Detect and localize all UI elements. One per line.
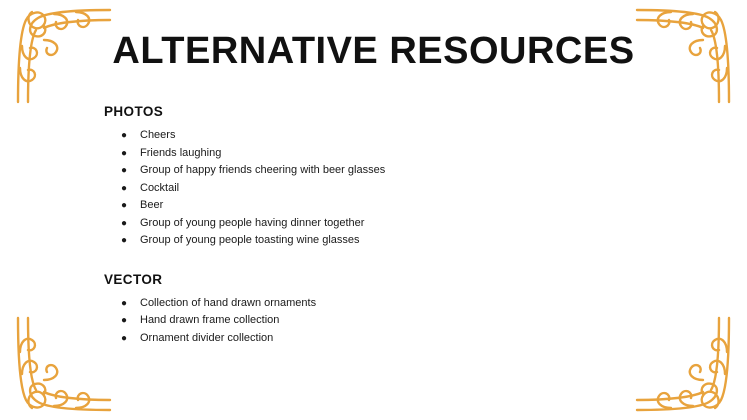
list-item xyxy=(118,197,643,215)
bullet-icon: ● xyxy=(120,182,128,194)
bullet-icon: ● xyxy=(120,147,128,159)
section-heading-vector: VECTOR xyxy=(104,271,163,287)
bullet-icon: ● xyxy=(120,235,128,246)
bullet-icon: ● xyxy=(120,165,128,176)
list-item xyxy=(118,215,643,233)
list-item xyxy=(118,295,643,313)
list-item-label: Group of happy friends cheering with beer glasses xyxy=(140,164,386,176)
list-item xyxy=(118,162,643,180)
list-item-label: Collection of hand drawn ornaments xyxy=(140,296,317,309)
list-item xyxy=(118,330,643,348)
list-item xyxy=(118,232,643,250)
bullet-icon: ● xyxy=(120,332,128,344)
bullet-icon: ● xyxy=(120,130,128,141)
section-heading-photos: PHOTOS xyxy=(104,104,164,119)
bullet-icon: ● xyxy=(120,200,128,211)
bullet-icon: ● xyxy=(120,217,128,229)
list-item-label: Cocktail xyxy=(140,181,180,194)
page-title: ALTERNATIVE RESOURCES xyxy=(112,30,635,72)
list-item xyxy=(118,312,643,330)
slide-body xyxy=(104,104,643,347)
list-item xyxy=(118,145,643,163)
list-item-label: Group of young people toasting wine glasses xyxy=(140,234,360,246)
list-item xyxy=(118,180,643,198)
list-item xyxy=(118,127,643,145)
list-item-label: Hand drawn frame collection xyxy=(140,314,280,326)
bullet-icon: ● xyxy=(120,297,128,309)
bullet-icon: ● xyxy=(120,315,128,326)
list-item-label: Ornament divider collection xyxy=(140,331,274,344)
list-photos xyxy=(104,127,643,250)
list-item-label: Friends laughing xyxy=(140,146,222,159)
list-item-label: Cheers xyxy=(140,129,176,141)
list-item-label: Group of young people having dinner together xyxy=(140,216,365,229)
list-vector xyxy=(104,295,643,348)
list-item-label: Beer xyxy=(140,199,164,211)
